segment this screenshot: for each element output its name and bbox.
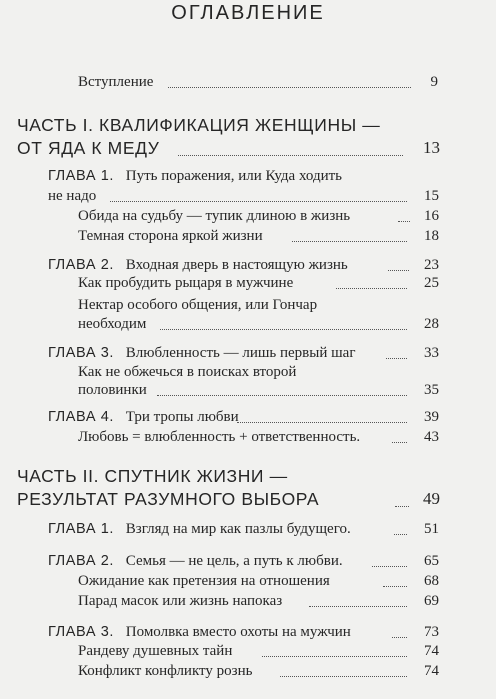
section-entry: Парад масок или жизнь напоказ <box>78 593 283 609</box>
page-number: 43 <box>424 429 439 445</box>
section-entry: Как не обжечься в поисках второй <box>78 364 297 380</box>
dot-leader <box>262 656 407 657</box>
page-number: 33 <box>424 345 439 361</box>
page-number: 13 <box>423 138 440 157</box>
dot-leader <box>160 329 407 330</box>
chapter-title: Три тропы любви <box>125 409 239 425</box>
chapter-title-cont: не надо <box>48 188 97 204</box>
page-number: 23 <box>424 257 439 273</box>
chapter-label: ГЛАВА 3. <box>48 345 115 361</box>
chapter-label: ГЛАВА 2. <box>48 257 115 273</box>
page-number: 68 <box>424 573 439 589</box>
chapter-entry <box>48 407 239 427</box>
page-number: 69 <box>424 593 439 609</box>
dot-leader <box>178 155 403 156</box>
page-number: 51 <box>424 521 439 537</box>
dot-leader <box>237 422 407 423</box>
page-number: 65 <box>424 553 439 569</box>
chapter-title: Помолвка вместо охоты на мужчин <box>125 624 351 640</box>
page-number: 15 <box>424 188 439 204</box>
page-number: 73 <box>424 624 439 640</box>
chapter-title: Путь поражения, или Куда ходить <box>125 168 343 184</box>
dot-leader <box>110 201 407 202</box>
part-heading: ЧАСТЬ II. СПУТНИК ЖИЗНИ — <box>17 466 288 486</box>
chapter-title: Семья — не цель, а путь к любви. <box>125 553 343 569</box>
page-number: 18 <box>424 228 439 244</box>
chapter-entry <box>48 622 351 642</box>
page-number: 74 <box>424 663 439 679</box>
chapter-label: ГЛАВА 1. <box>48 168 115 184</box>
page-number: 16 <box>424 208 439 224</box>
page-number: 49 <box>423 489 440 508</box>
section-entry: Как пробудить рыцаря в мужчине <box>78 275 294 291</box>
page-number: 25 <box>424 275 439 291</box>
page-title: ОГЛАВЛЕНИЕ <box>171 2 325 24</box>
section-entry: Ожидание как претензия на отношения <box>78 573 330 589</box>
page-number: 9 <box>430 74 438 90</box>
chapter-title: Взгляд на мир как пазлы будущего. <box>125 521 351 537</box>
toc-intro: Вступление <box>78 74 154 90</box>
dot-leader <box>157 395 407 396</box>
part-heading: ЧАСТЬ I. КВАЛИФИКАЦИЯ ЖЕНЩИНЫ — <box>17 115 381 135</box>
page-number: 28 <box>424 316 439 332</box>
chapter-entry <box>48 519 351 539</box>
part-heading: ОТ ЯДА К МЕДУ <box>17 138 160 158</box>
chapter-label: ГЛАВА 1. <box>48 521 115 537</box>
chapter-title: Влюбленность — лишь первый шаг <box>125 345 356 361</box>
chapter-title: Входная дверь в настоящую жизнь <box>125 257 348 273</box>
section-entry: Темная сторона яркой жизни <box>78 228 263 244</box>
dot-leader <box>168 87 411 88</box>
section-entry: Нектар особого общения, или Гончар <box>78 297 318 313</box>
page-number: 74 <box>424 643 439 659</box>
chapter-label: ГЛАВА 2. <box>48 553 115 569</box>
chapter-entry <box>48 255 348 275</box>
section-entry: Любовь = влюбленность + ответственность. <box>78 429 361 445</box>
chapter-label: ГЛАВА 3. <box>48 624 115 640</box>
section-entry: Конфликт конфликту рознь <box>78 663 253 679</box>
page-number: 39 <box>424 409 439 425</box>
section-entry-cont: необходим <box>78 316 147 332</box>
chapter-entry <box>48 166 342 186</box>
chapter-entry <box>48 343 355 363</box>
dot-leader <box>280 676 407 677</box>
section-entry: Рандеву душевных тайн <box>78 643 233 659</box>
section-entry-cont: половинки <box>78 382 147 398</box>
part-heading: РЕЗУЛЬТАТ РАЗУМНОГО ВЫБОРА <box>17 489 320 509</box>
chapter-entry <box>48 551 343 571</box>
chapter-label: ГЛАВА 4. <box>48 409 115 425</box>
section-entry: Обида на судьбу — тупик длиною в жизнь <box>78 208 351 224</box>
page-number: 35 <box>424 382 439 398</box>
